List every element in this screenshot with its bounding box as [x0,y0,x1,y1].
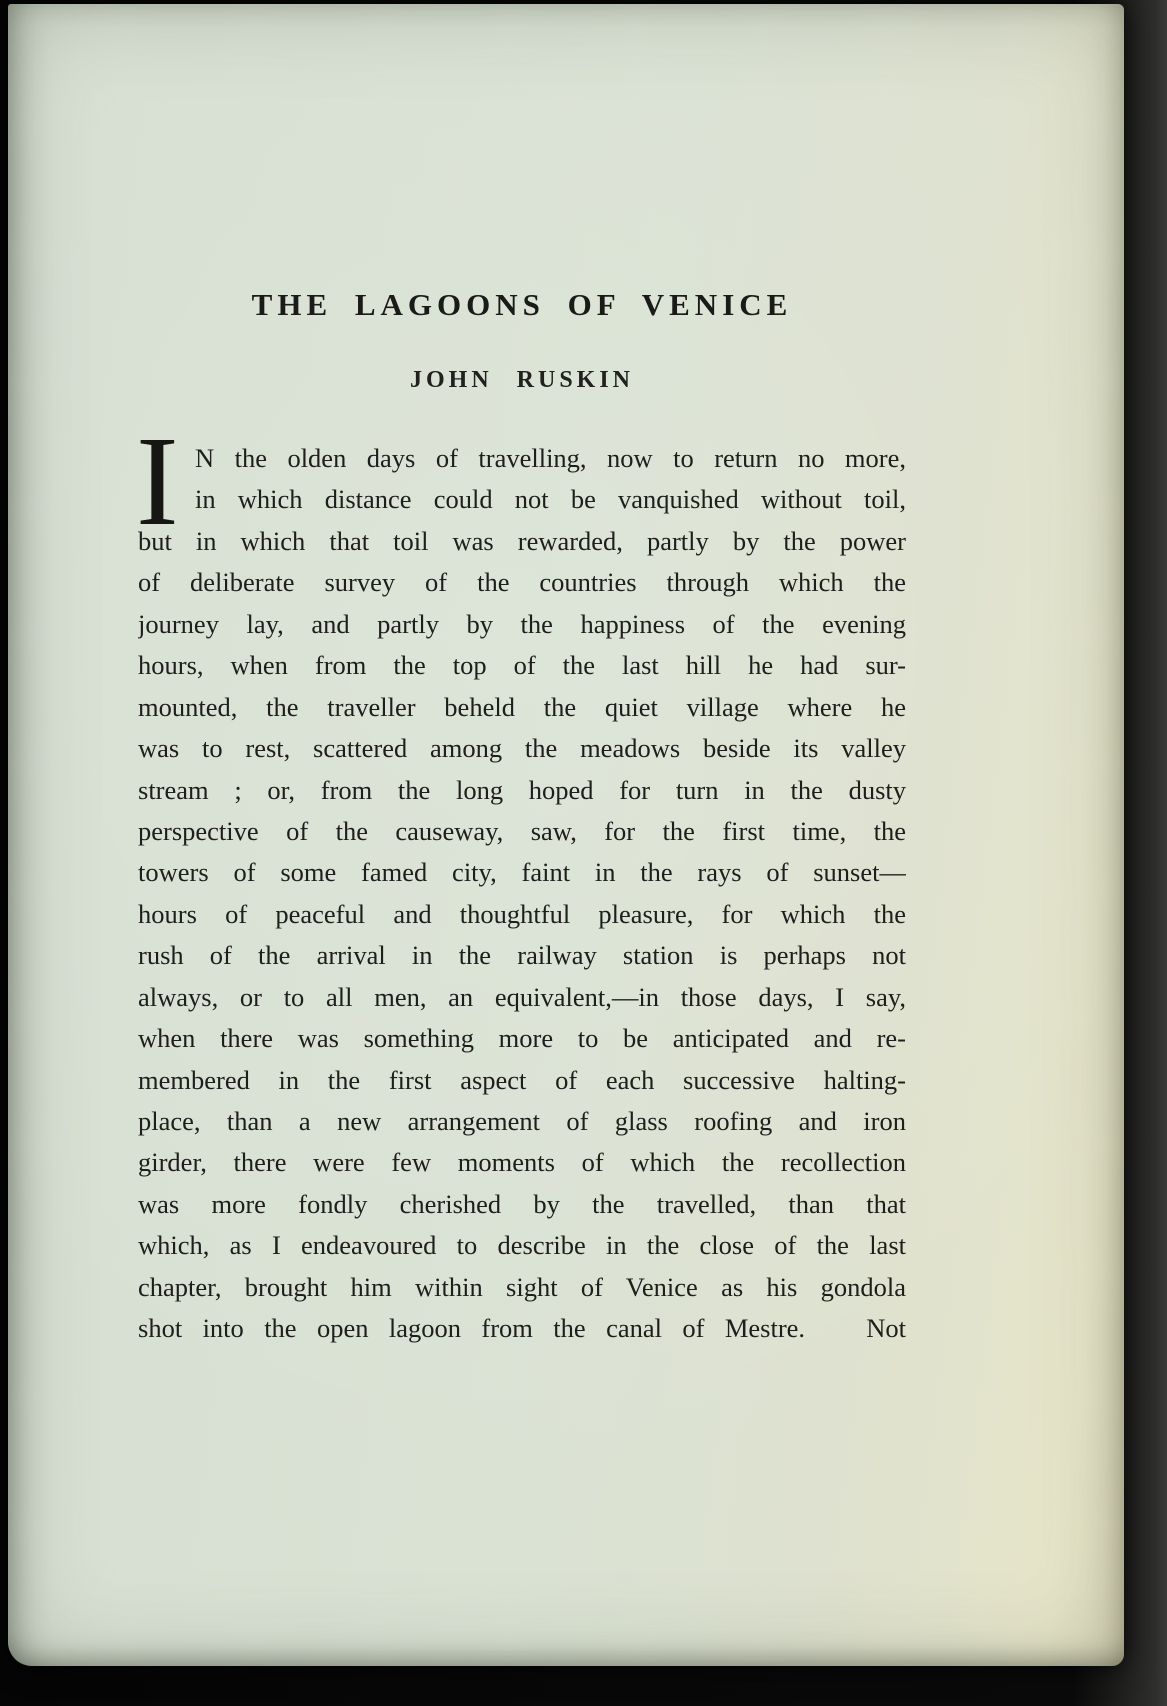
text-line: rush of the arrival in the railway station is perhaps not [138,940,906,971]
text-line: when there was something more to be anticipated and re- [138,1023,906,1054]
text-line: was more fondly cherished by the travelled, than that [138,1188,906,1219]
text-line: journey lay, and partly by the happiness of the evening [138,608,906,639]
text-line: towers of some famed city, faint in the rays of sunset— [138,857,906,888]
text-line: N the olden days of travelling, now to return no more, [195,443,906,473]
body-lines [136,410,906,1350]
text-line: always, or to all men, an equivalent,—in those days, I say, [138,981,906,1012]
text-line: perspective of the causeway, saw, for the first time, the [138,815,906,846]
text-line: girder, there were few moments of which the recollection [138,1147,906,1178]
text-line: of deliberate survey of the countries through which the [138,567,906,598]
text-line: hours, when from the top of the last hill he had sur- [138,650,906,681]
text-line: chapter, brought him within sight of Venice as his gondola [138,1271,906,1302]
text-line: but in which that toil was rewarded, partly by the power [138,525,906,556]
text-line: stream ; or, from the long hoped for turn in the dusty [138,774,906,805]
page-content [8,4,1124,1350]
body-text [136,410,906,1350]
text-line: mounted, the traveller beheld the quiet village where he [138,691,906,722]
text-line: place, than a new arrangement of glass roofing and iron [138,1106,906,1136]
author-name: JOHN RUSKIN [409,367,635,393]
text-line: was to rest, scattered among the meadows beside its valley [138,733,906,764]
text-line: which, as I endeavoured to describe in the close of the last [138,1230,906,1261]
scanned-page [8,4,1124,1666]
drop-cap: I [136,410,179,552]
text-line: shot into the open lagoon from the canal of Mestre. Not [138,1313,906,1344]
page-title: THE LAGOONS OF VENICE [251,287,793,322]
text-line: hours of peaceful and thoughtful pleasure, for which the [138,898,906,929]
text-line: membered in the first aspect of each successive halting- [138,1064,906,1095]
text-line: in which distance could not be vanquished without toil, [195,484,906,515]
